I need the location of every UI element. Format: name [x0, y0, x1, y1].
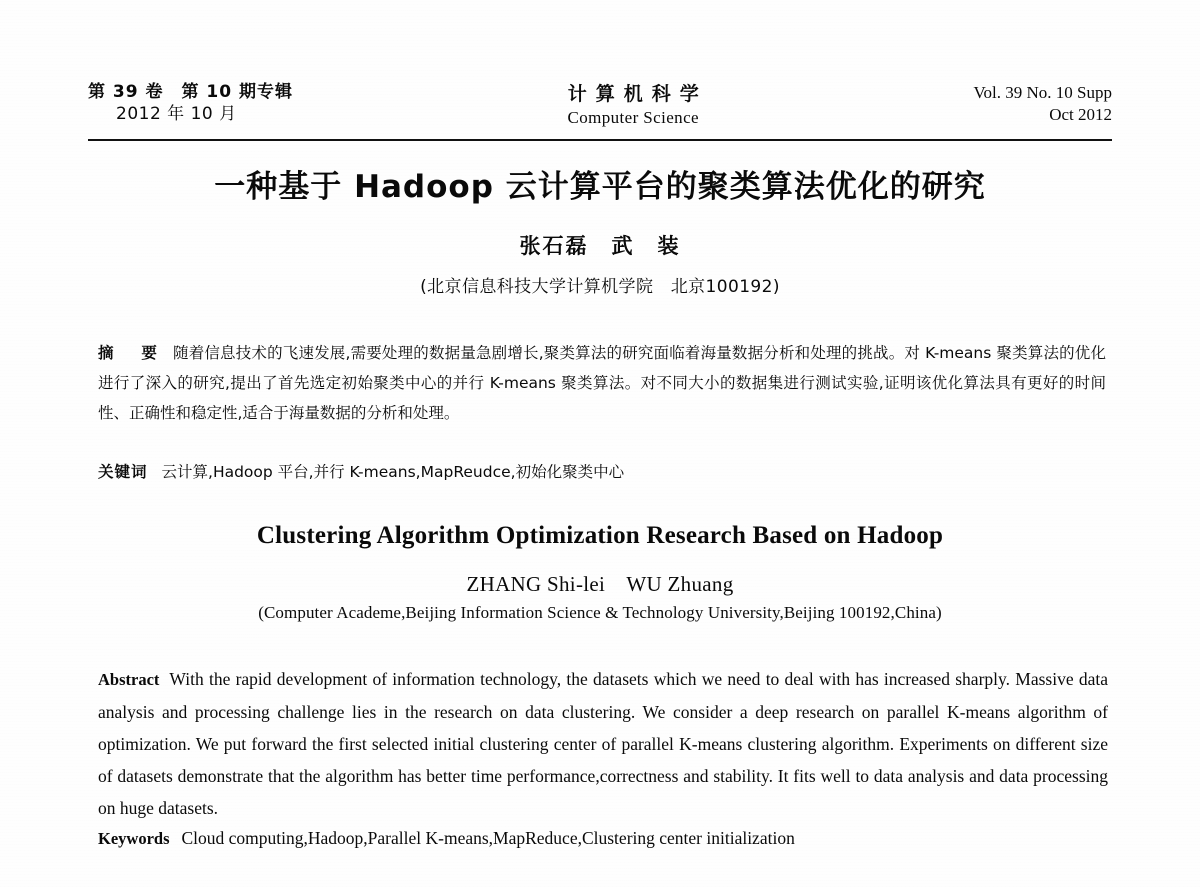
keywords-en — [98, 823, 1108, 854]
volume-issue-cn: 第 39 卷 第 10 期专辑 — [88, 82, 293, 102]
masthead-right — [973, 82, 1112, 126]
keywords-body-en: Cloud computing,Hadoop,Parallel K-means,MapReduce,Clustering center initialization — [181, 828, 795, 848]
volume-issue-en: Vol. 39 No. 10 Supp — [973, 83, 1112, 102]
abstract-body-cn: 随着信息技术的飞速发展,需要处理的数据量急剧增长,聚类算法的研究面临着海量数据分析和处理的挑战。对 K-means 聚类算法的优化进行了深入的研究,提出了首先选定初始聚类中心的并行 K-means 聚类算法。对不同大小的数据集进行测试实验,证明该优化算法具有更好的时间性、正确性和稳定性,适合于海量数据的分析和处理。 — [98, 344, 1106, 422]
keywords-label-cn: 关键词 — [98, 463, 148, 481]
issue-date-cn: 2012 年 10 月 — [116, 103, 237, 124]
affiliation-cn: (北京信息科技大学计算机学院 北京100192) — [420, 277, 780, 297]
abstract-en — [98, 663, 1108, 824]
abstract-label-en: Abstract — [98, 670, 160, 689]
masthead-center — [293, 82, 973, 129]
issue-date-en: Oct 2012 — [1049, 104, 1112, 124]
affiliation-en: (Computer Academe,Beijing Information Science & Technology University,Beijing 100192,China) — [258, 603, 942, 622]
keywords-label-en: Keywords — [98, 829, 170, 848]
keywords-cn — [98, 458, 1106, 486]
author-list-cn: 张石磊 武 装 — [519, 234, 681, 258]
masthead-left — [88, 82, 293, 126]
author-list-en: ZHANG Shi-lei WU Zhuang — [466, 572, 734, 596]
keywords-body-cn: 云计算,Hadoop 平台,并行 K-means,MapReudce,初始化聚类中心 — [161, 463, 625, 481]
abstract-label-cn: 摘 要 — [98, 344, 164, 362]
abstract-cn — [98, 338, 1106, 428]
header-divider — [88, 139, 1112, 141]
journal-name-en: Computer Science — [567, 108, 699, 128]
page-title-en: Clustering Algorithm Optimization Research Based on Hadoop — [256, 522, 944, 549]
running-head — [88, 82, 1112, 129]
journal-name-cn: 计算机科学 — [567, 83, 708, 105]
page-title-cn: 一种基于 Hadoop 云计算平台的聚类算法优化的研究 — [214, 169, 986, 205]
abstract-body-en: With the rapid development of information technology, the datasets which we need to deal with has increased sharply. Massive data analysis and processing challenge lies in the research on data clustering. We consider a deep research on parallel K-means algorithm of optimization. We put forward the first selected initial clustering center of parallel K-means clustering algorithm. Experiments on different size of datasets demonstrate that the algorithm has better time performance,correctness and stability. It fits well to data analysis and data processing on huge datasets. — [98, 669, 1108, 818]
